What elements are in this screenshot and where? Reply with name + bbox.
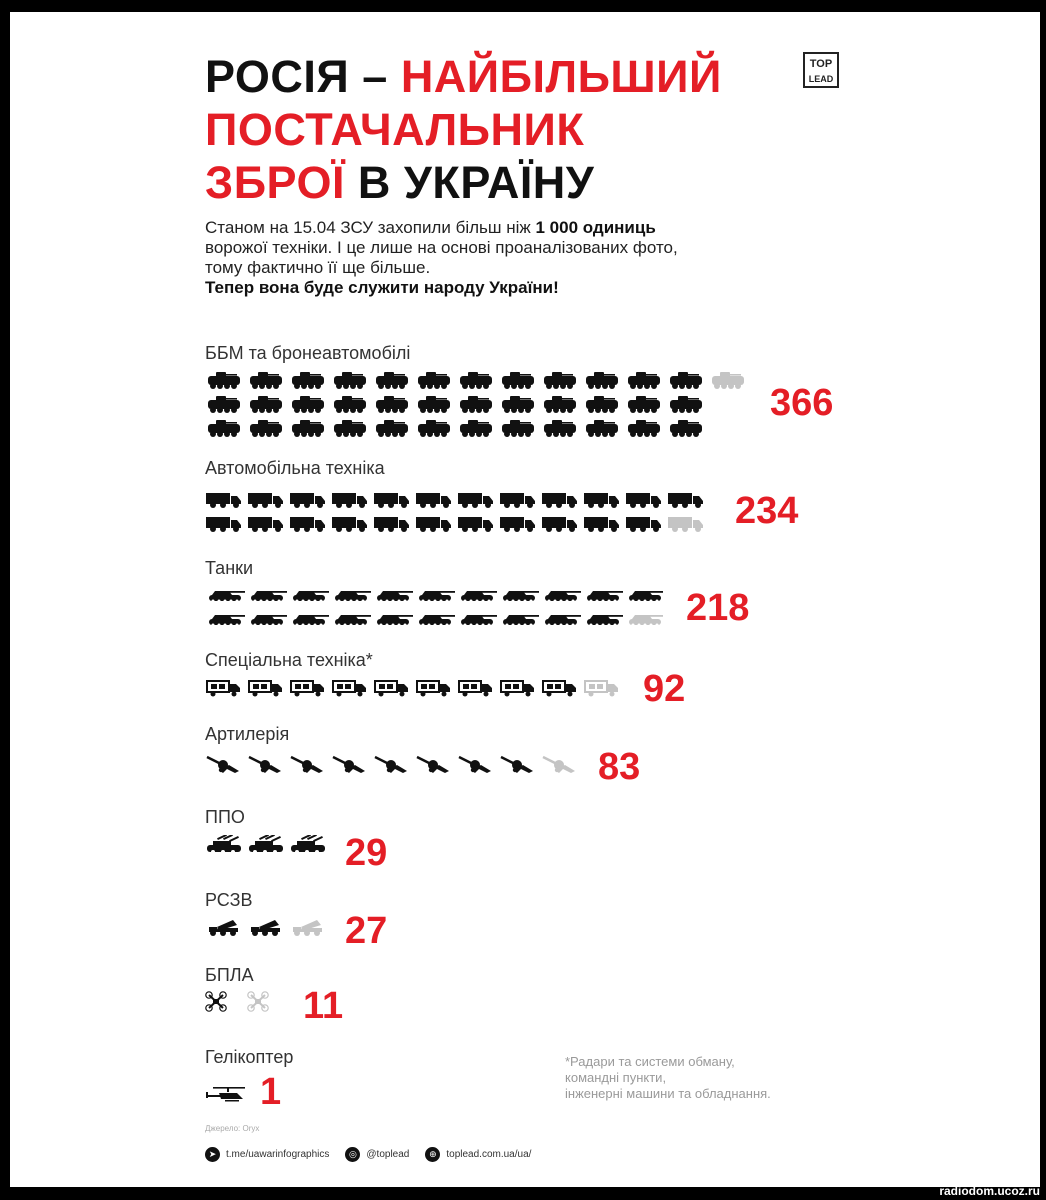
footer-web[interactable] (425, 1147, 531, 1162)
apc-icon (502, 420, 534, 437)
tank-icon (461, 615, 497, 627)
category-icons-helicopter (205, 1086, 249, 1110)
instagram-icon: ◎ (345, 1147, 360, 1162)
category-count-special: 92 (643, 668, 686, 710)
truck-icon (248, 517, 283, 532)
instagram-link[interactable]: @toplead (366, 1149, 410, 1160)
apc-icon (292, 420, 324, 437)
apc-icon (208, 420, 240, 437)
apc-icon (670, 420, 702, 437)
apc-icon (712, 372, 744, 389)
category-label-apc: ББМ та бронеавтомобілі (205, 343, 411, 363)
truck-icon (290, 517, 325, 532)
special-vehicle-icon (375, 681, 408, 697)
apc-icon (334, 420, 366, 437)
footer-telegram[interactable] (205, 1147, 329, 1162)
artillery-icon (207, 757, 239, 773)
tank-icon (629, 591, 663, 603)
footer-links (205, 1147, 547, 1162)
apc-icon (628, 396, 660, 413)
mlrs-icon (293, 920, 322, 936)
category-label-special: Спеціальна техніка* (205, 650, 373, 670)
special-vehicle-icon (417, 681, 450, 697)
intro-p3: тому фактично її ще більше. (205, 258, 431, 277)
intro-text (205, 218, 825, 298)
apc-icon (670, 372, 702, 389)
apc-icon (208, 372, 240, 389)
air-defense-icon (207, 835, 241, 854)
category-label-trucks: Автомобільна техніка (205, 458, 385, 478)
apc-icon (208, 396, 240, 413)
truck-icon (626, 493, 661, 508)
apc-icon (250, 396, 282, 413)
apc-icon (250, 420, 282, 437)
category-label-artillery: Артилерія (205, 724, 290, 744)
category-icons-special (205, 678, 621, 702)
truck-icon (374, 517, 409, 532)
title-line3-black: В УКРАЇНУ (344, 157, 595, 208)
logo-top: TOP (809, 58, 833, 70)
truck-icon (290, 493, 325, 508)
tank-icon (503, 591, 539, 603)
category-icons-drones (205, 991, 269, 1013)
truck-icon (416, 517, 451, 532)
category-pictogram (205, 918, 327, 942)
apc-icon (502, 396, 534, 413)
tank-icon (461, 591, 497, 603)
truck-icon (458, 493, 493, 508)
apc-icon (544, 420, 576, 437)
category-label-helicopter: Гелікоптер (205, 1047, 294, 1067)
truck-icon (416, 493, 451, 508)
artillery-icon (249, 757, 281, 773)
footnote-line1: *Радари та системи обману, (565, 1054, 735, 1069)
mlrs-icon (209, 920, 238, 936)
mlrs-icon (251, 920, 280, 936)
truck-icon (542, 493, 577, 508)
footnote (565, 1054, 771, 1102)
truck-icon (332, 517, 367, 532)
apc-icon (628, 372, 660, 389)
category-icons-air-defense (205, 835, 327, 859)
apc-icon (628, 420, 660, 437)
category-label-drones: БПЛА (205, 965, 254, 985)
artillery-icon (459, 757, 491, 773)
footnote-line3: інженерні машини та обладнання. (565, 1086, 771, 1101)
category-pictogram (205, 489, 705, 537)
truck-icon (668, 493, 703, 508)
watermark: radiodom.ucoz.ru (939, 1184, 1040, 1198)
category-icons-trucks (205, 489, 705, 537)
drone-icon (206, 992, 226, 1011)
intro-p1-bold: 1 000 одиниць (535, 218, 656, 237)
category-label-tanks: Танки (205, 558, 254, 578)
tank-icon (293, 591, 329, 603)
footer-instagram[interactable] (345, 1147, 409, 1162)
tank-icon (503, 615, 539, 627)
category-count-artillery: 83 (598, 746, 641, 788)
artillery-icon (543, 757, 575, 773)
category-icons-apc (205, 371, 747, 443)
category-count-air-defense: 29 (345, 832, 388, 874)
tank-icon (419, 591, 455, 603)
tank-icon (293, 615, 329, 627)
logo-bottom: LEAD (808, 74, 834, 84)
special-vehicle-icon (249, 681, 282, 697)
title-line1-black: РОСІЯ – (205, 51, 401, 102)
apc-icon (376, 396, 408, 413)
apc-icon (292, 372, 324, 389)
artillery-icon (291, 757, 323, 773)
title-line3-red: ЗБРОЇ (205, 157, 345, 208)
apc-icon (334, 372, 366, 389)
apc-icon (544, 372, 576, 389)
web-link[interactable]: toplead.com.ua/ua/ (446, 1149, 532, 1160)
tank-icon (419, 615, 455, 627)
tank-icon (545, 591, 581, 603)
tank-icon (251, 591, 287, 603)
special-vehicle-icon (333, 681, 366, 697)
category-pictogram (205, 1086, 249, 1110)
tank-icon (335, 615, 371, 627)
truck-icon (668, 517, 703, 532)
category-pictogram (205, 585, 663, 633)
toplead-logo (803, 52, 839, 88)
category-pictogram (205, 991, 269, 1013)
artillery-icon (333, 757, 365, 773)
apc-icon (502, 372, 534, 389)
artillery-icon (501, 757, 533, 773)
tank-icon (335, 591, 371, 603)
apc-icon (418, 420, 450, 437)
tank-icon (587, 591, 623, 603)
apc-icon (586, 420, 618, 437)
air-defense-icon (291, 835, 325, 854)
special-vehicle-icon (543, 681, 576, 697)
apc-icon (670, 396, 702, 413)
category-icons-mlrs (205, 918, 327, 942)
apc-icon (460, 372, 492, 389)
truck-icon (584, 517, 619, 532)
globe-icon: ⊕ (425, 1147, 440, 1162)
category-count-trucks: 234 (735, 490, 799, 532)
special-vehicle-icon (207, 681, 240, 697)
tank-icon (209, 615, 245, 627)
special-vehicle-icon (459, 681, 492, 697)
tank-icon (251, 615, 287, 627)
truck-icon (332, 493, 367, 508)
category-label-air-defense: ППО (205, 807, 245, 827)
truck-icon (206, 517, 241, 532)
category-pictogram (205, 678, 621, 702)
special-vehicle-icon (501, 681, 534, 697)
tank-icon (629, 615, 663, 627)
apc-icon (586, 372, 618, 389)
truck-icon (374, 493, 409, 508)
apc-icon (418, 372, 450, 389)
category-count-apc: 366 (770, 382, 834, 424)
helicopter-icon (206, 1087, 245, 1102)
truck-icon (500, 517, 535, 532)
apc-icon (460, 396, 492, 413)
truck-icon (500, 493, 535, 508)
apc-icon (460, 420, 492, 437)
tank-icon (377, 615, 413, 627)
special-vehicle-icon (585, 681, 618, 697)
truck-icon (542, 517, 577, 532)
category-count-drones: 11 (303, 985, 344, 1027)
apc-icon (586, 396, 618, 413)
intro-p2: ворожої техніки. І це лише на основі проаналізованих фото, (205, 238, 678, 257)
title-line1-red: НАЙБІЛЬШИЙ (400, 51, 722, 102)
category-count-tanks: 218 (686, 587, 750, 629)
intro-p4-bold: Тепер вона буде служити народу України! (205, 278, 559, 297)
tank-icon (545, 615, 581, 627)
telegram-link[interactable]: t.me/uawarinfographics (226, 1149, 330, 1160)
source-credit: Джерело: Oryx (205, 1124, 260, 1133)
tank-icon (377, 591, 413, 603)
category-pictogram (205, 371, 747, 443)
artillery-icon (375, 757, 407, 773)
footnote-line2: командні пункти, (565, 1070, 667, 1085)
apc-icon (376, 372, 408, 389)
truck-icon (248, 493, 283, 508)
truck-icon (584, 493, 619, 508)
category-label-mlrs: РСЗВ (205, 890, 253, 910)
telegram-icon: ➤ (205, 1147, 220, 1162)
category-icons-tanks (205, 585, 663, 633)
drone-icon (248, 992, 268, 1011)
category-count-helicopter: 1 (260, 1071, 282, 1113)
apc-icon (292, 396, 324, 413)
page-title (205, 50, 722, 209)
apc-icon (376, 420, 408, 437)
special-vehicle-icon (291, 681, 324, 697)
truck-icon (206, 493, 241, 508)
category-pictogram (205, 753, 577, 777)
artillery-icon (417, 757, 449, 773)
intro-p1: Станом на 15.04 ЗСУ захопили більш ніж (205, 218, 536, 237)
air-defense-icon (249, 835, 283, 854)
category-icons-artillery (205, 753, 577, 777)
tank-icon (587, 615, 623, 627)
apc-icon (544, 396, 576, 413)
title-line2-red: ПОСТАЧАЛЬНИК (205, 104, 585, 155)
truck-icon (626, 517, 661, 532)
category-pictogram (205, 835, 327, 859)
apc-icon (334, 396, 366, 413)
tank-icon (209, 591, 245, 603)
category-count-mlrs: 27 (345, 910, 388, 952)
apc-icon (250, 372, 282, 389)
apc-icon (418, 396, 450, 413)
truck-icon (458, 517, 493, 532)
